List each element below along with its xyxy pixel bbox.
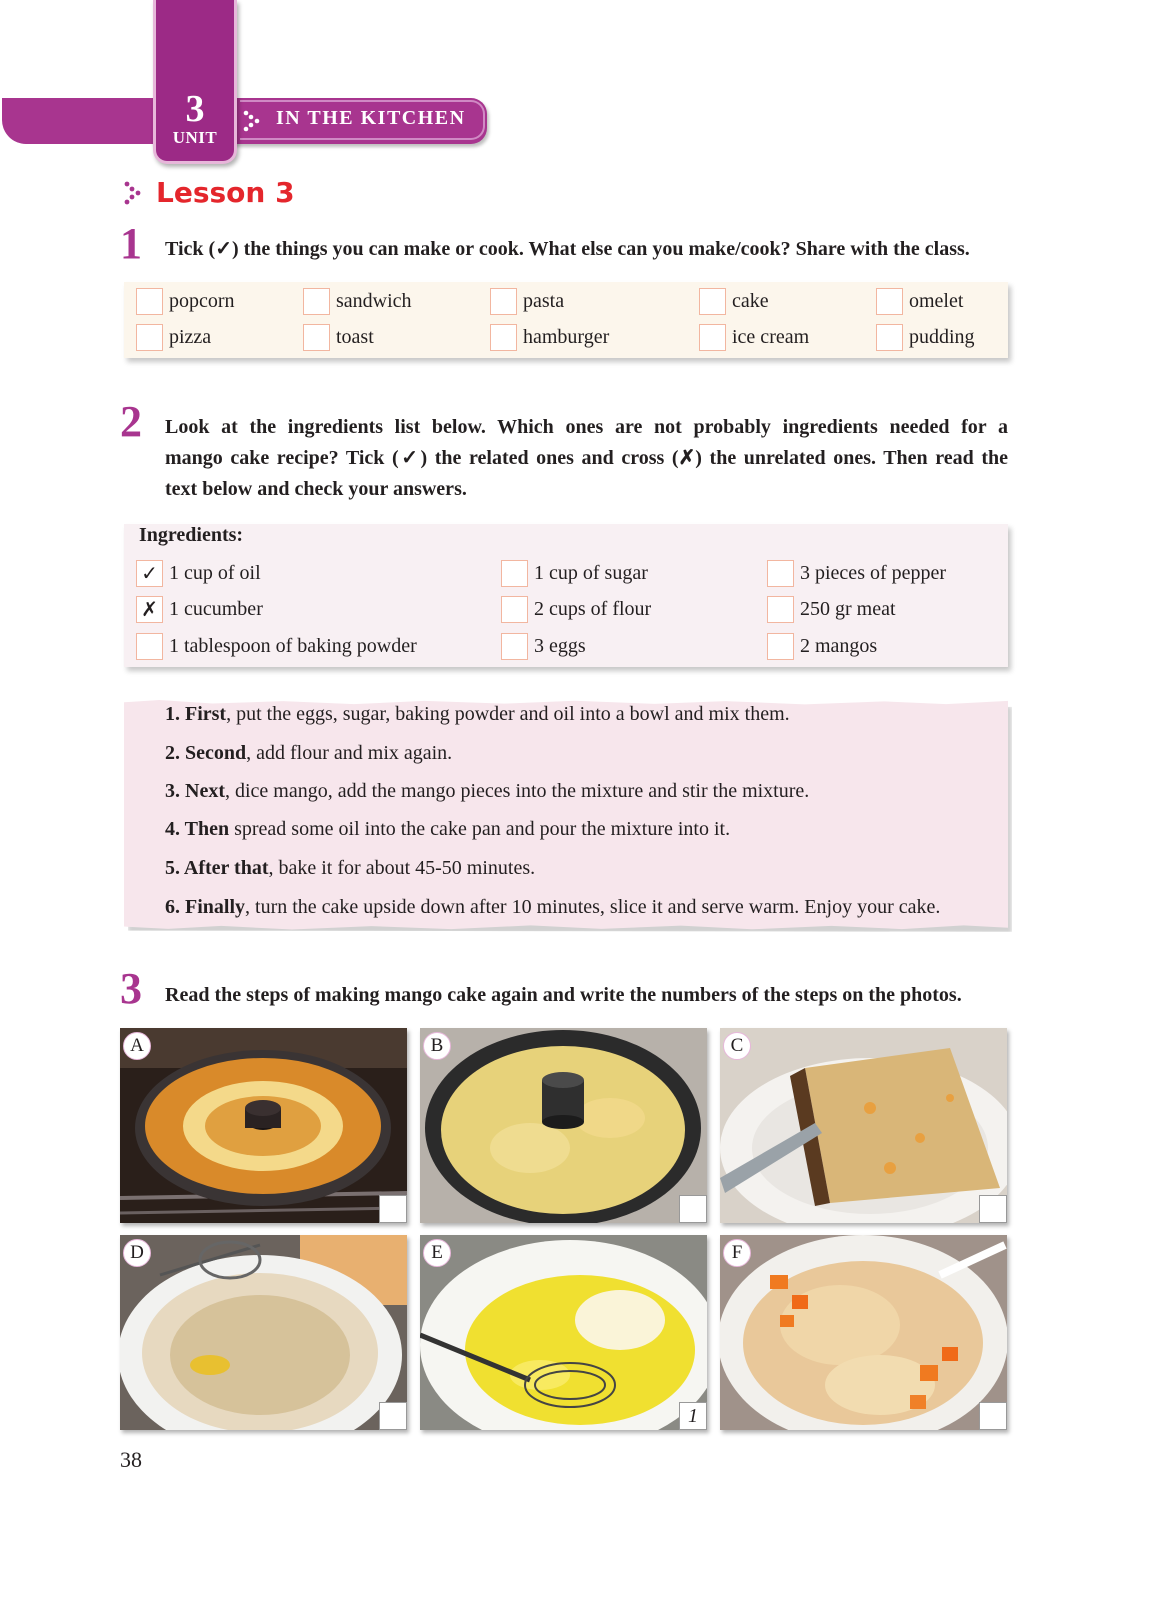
photo-d [120,1235,407,1430]
lesson-dots-icon [124,181,142,205]
ingredient-label: 3 pieces of pepper [800,562,947,584]
checkbox[interactable] [876,324,903,351]
header-dots-icon [243,110,261,132]
recipe-step-text: , turn the cake upside down after 10 minutes, slice it and serve warm. Enjoy your cake. [245,896,941,918]
exercise-3-instruction: Read the steps of making mango cake again and write the numbers of the steps on the photos. [165,984,962,1006]
ingredient-label: 2 cups of flour [534,598,652,620]
checkbox[interactable] [136,288,163,315]
exercise-1-instruction: Tick (✓) the things you can make or cook. What else can you make/cook? Share with the class. [165,238,970,260]
checklist-label: toast [336,326,374,348]
answer-box[interactable] [379,1402,407,1430]
cake-slice-on-plate-photo [720,1028,1007,1223]
exercise-2-number: 2 [120,397,142,446]
unit-badge [153,0,237,164]
checklist-label: pasta [523,290,565,312]
exercise-3-number: 3 [120,964,142,1013]
ingredients-title: Ingredients: [139,524,244,546]
ingredient-checkbox[interactable] [767,596,794,623]
recipe-step [165,894,940,920]
ingredient-label: 1 cup of sugar [534,562,648,584]
recipe-step-text: , bake it for about 45-50 minutes. [268,857,536,879]
unit-number: 3 [185,88,205,130]
recipe-step-text: , put the eggs, sugar, baking powder and oil into a bowl and mix them. [226,703,790,725]
checkbox[interactable] [303,324,330,351]
checkbox[interactable] [136,324,163,351]
checklist-label: hamburger [523,326,610,348]
checkbox[interactable] [490,288,517,315]
ingredient-checkbox[interactable] [501,596,528,623]
photo-letter: F [723,1239,751,1267]
unit-label: UNIT [172,128,218,147]
checklist-label: pudding [909,326,975,348]
cake-baking-in-oven-photo [120,1028,407,1223]
recipe-step [165,816,730,842]
checklist-label: ice cream [732,326,810,348]
recipe-step [165,778,809,804]
ingredient-checkbox[interactable] [767,633,794,660]
photo-a [120,1028,407,1223]
whisking-eggs-photo [420,1235,707,1430]
recipe-step [165,740,452,766]
ingredient-checkbox[interactable]: ✓ [136,560,163,587]
recipe-step [165,701,790,727]
recipe-step-lead: 4. Then [165,818,230,840]
photo-letter: D [123,1239,151,1267]
recipe-step [165,855,535,881]
page-number: 38 [120,1447,142,1472]
checklist-label: sandwich [336,290,412,312]
recipe-step-lead: 6. Finally [165,896,246,918]
ingredient-checkbox[interactable] [767,560,794,587]
answer-box[interactable] [979,1195,1007,1223]
checkbox[interactable] [490,324,517,351]
recipe-step-lead: 2. Second [165,742,247,764]
exercise-2-instruction-line-3: text below and check your answers. [165,478,467,500]
recipe-step-text: , dice mango, add the mango pieces into the mixture and stir the mixture. [224,780,810,802]
recipe-step-text: , add flour and mix again. [246,742,453,764]
checkbox[interactable] [699,288,726,315]
ingredient-checkbox[interactable] [501,633,528,660]
exercise-1-number: 1 [120,219,142,268]
ingredient-checkbox[interactable] [136,633,163,660]
answer-box[interactable] [679,1195,707,1223]
ingredient-label: 2 mangos [800,635,878,657]
photo-e [420,1235,707,1430]
ingredient-label: 1 tablespoon of baking powder [169,635,417,657]
recipe-step-lead: 3. Next [165,780,225,802]
answer-box[interactable] [979,1402,1007,1430]
ingredient-checkbox[interactable]: ✗ [136,596,163,623]
ingredient-label: 1 cucumber [169,598,263,620]
unit-header-bar [2,98,152,144]
photo-f [720,1235,1007,1430]
flour-in-bowl-photo [120,1235,407,1430]
photo-b [420,1028,707,1223]
checklist-label: omelet [909,290,964,312]
ingredient-checkbox[interactable] [501,560,528,587]
photo-letter: A [123,1032,151,1060]
checklist-label: pizza [169,326,212,348]
photo-letter: E [423,1239,451,1267]
recipe-step-lead: 1. First [165,703,227,725]
answer-box[interactable]: 1 [679,1402,707,1430]
answer-box[interactable] [379,1195,407,1223]
ingredient-label: 250 gr meat [800,598,896,620]
exercise-2-instruction-line-1: Look at the ingredients list below. Which ones are not probably ingredients needed for a [165,416,1008,438]
ingredient-label: 3 eggs [534,635,586,657]
checklist-label: popcorn [169,290,235,312]
exercise-2-instruction-line-2: mango cake recipe? Tick (✓) the related ones and cross (✗) the unrelated ones. Then read the [165,447,1008,469]
mango-mixture-photo [720,1235,1007,1430]
checkbox[interactable] [876,288,903,315]
ingredient-label: 1 cup of oil [169,562,261,584]
recipe-step-lead: 5. After that [165,857,269,879]
recipe-step-text: spread some oil into the cake pan and pour the mixture into it. [229,818,731,840]
photo-letter: C [723,1032,751,1060]
photo-c [720,1028,1007,1223]
checkbox[interactable] [699,324,726,351]
lesson-title: Lesson 3 [156,176,295,209]
photo-letter: B [423,1032,451,1060]
batter-in-cake-pan-photo [420,1028,707,1223]
unit-title: IN THE KITCHEN [276,107,466,129]
checklist-label: cake [732,290,769,312]
checkbox[interactable] [303,288,330,315]
